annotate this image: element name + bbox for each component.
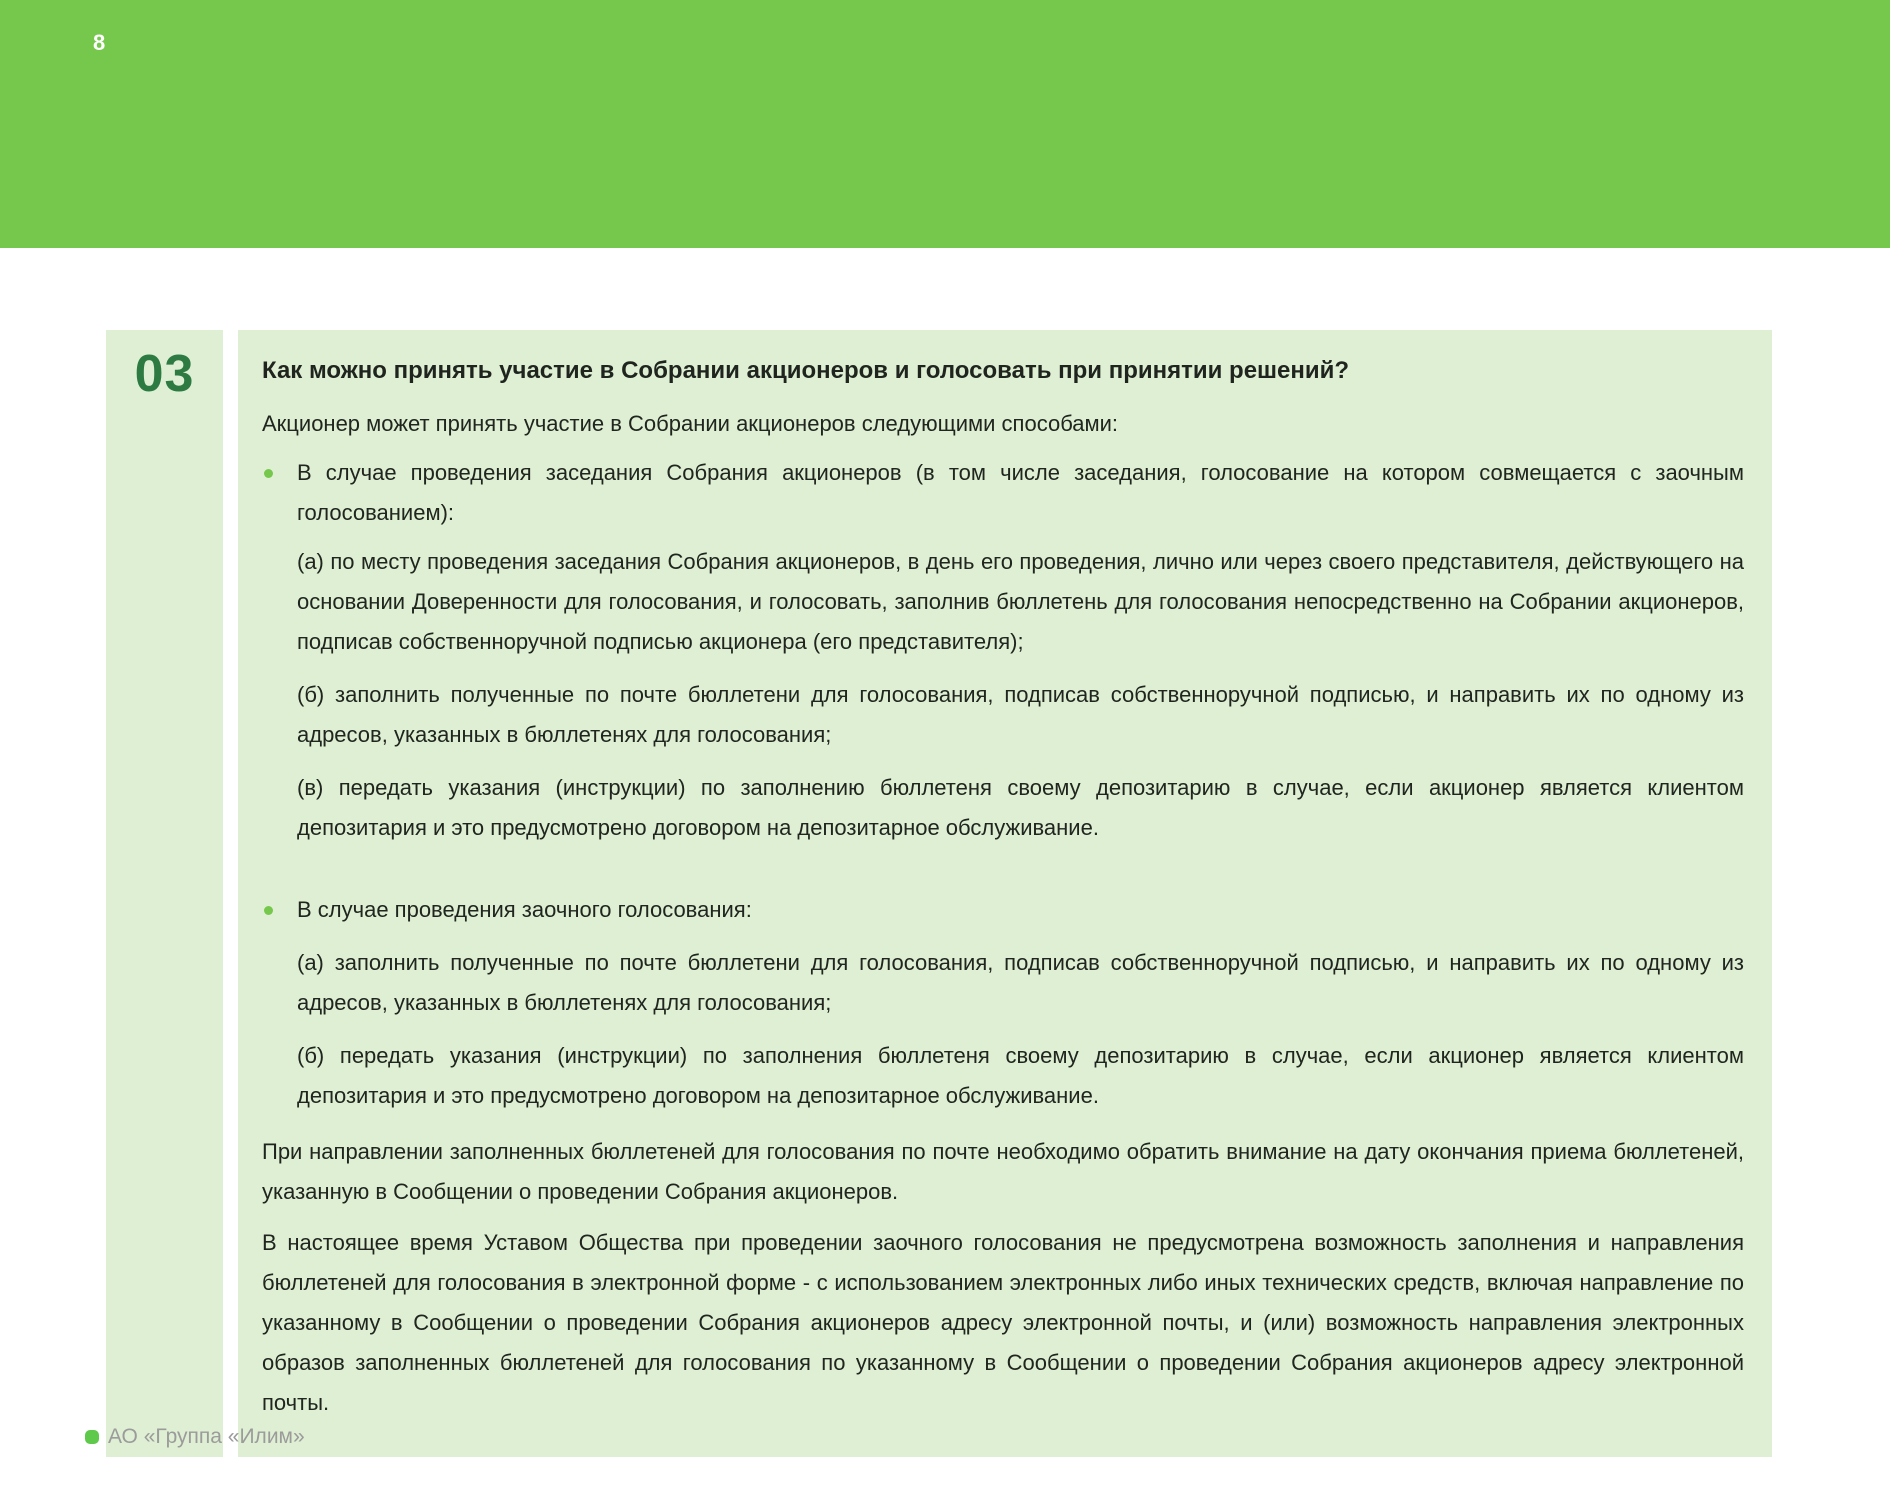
header-band <box>0 0 1890 248</box>
question-title: Как можно принять участие в Собрании акционеров и голосовать при принятии решений? <box>262 357 1350 384</box>
bullet-sub-item: (в) передать указания (инструкции) по заполнению бюллетеня своему депозитарию в случае, если акционер является клиентом депозитария и это предусмотрено договором на депозитарное обслуживание. <box>297 774 1744 840</box>
page-number: 8 <box>93 30 106 55</box>
bullet-body <box>297 453 1744 848</box>
bullet-sub-item: (а) заполнить полученные по почте бюллетени для голосования, подписав собственноручной подписью, и направить их по одному из адресов, указанных в бюллетенях для голосования; <box>297 949 1744 1015</box>
bullet-sub-item: (а) по месту проведения заседания Собрания акционеров, в день его проведения, лично или через своего представителя, действующего на основании Доверенности для голосования, и голосовать, заполнив бюллетень для голосования непосредственно на Собрании акционеров, подписав собственноручной подписью акционера (его представителя); <box>297 548 1744 654</box>
question-number-column <box>106 330 223 1457</box>
bullet-lead: В случае проведения заседания Собрания акционеров (в том числе заседания, голосование на котором совмещается с заочным голосованием): <box>297 459 1744 525</box>
bullet-lead: В случае проведения заочного голосования: <box>297 896 752 922</box>
question-number: 03 <box>134 345 195 403</box>
list-item <box>262 890 1744 1116</box>
closing-paragraph: При направлении заполненных бюллетеней для голосования по почте необходимо обратить внимание на дату окончания приема бюллетеней, указанную в Сообщении о проведении Собрания акционеров. <box>262 1138 1744 1204</box>
question-content <box>238 330 1772 1457</box>
bullet-group <box>262 453 1744 848</box>
company-logo-dot-icon <box>85 1430 99 1444</box>
bullet-dot-icon <box>262 906 275 915</box>
bullet-sub-item: (б) передать указания (инструкции) по заполнения бюллетеня своему депозитарию в случае, если акционер является клиентом депозитария и это предусмотрено договором на депозитарное обслуживание. <box>297 1042 1744 1108</box>
company-name: АО «Группа «Илим» <box>108 1425 305 1448</box>
bullet-body <box>297 890 1744 1116</box>
intro-paragraph: Акционер может принять участие в Собрании акционеров следующими способами: <box>262 410 1119 436</box>
bullet-group <box>262 890 1744 1116</box>
qa-card <box>106 330 1772 1457</box>
bullet-sub-item: (б) заполнить полученные по почте бюллетени для голосования, подписав собственноручной подписью, и направить их по одному из адресов, указанных в бюллетенях для голосования; <box>297 681 1744 747</box>
footer <box>85 1426 305 1447</box>
list-item <box>262 453 1744 848</box>
bullet-dot-icon <box>262 469 275 478</box>
closing-paragraph: В настоящее время Уставом Общества при проведении заочного голосования не предусмотрена возможность заполнения и направления бюллетеней для голосования в электронной форме - с использованием электронных либо иных технических средств, включая направление по указанному в Сообщении о проведении Собрания акционеров адресу электронной почты, и (или) возможность направления электронных образов заполненных бюллетеней для голосования по указанному в Сообщении о проведении Собрания акционеров адресу электронной почты. <box>262 1229 1744 1415</box>
